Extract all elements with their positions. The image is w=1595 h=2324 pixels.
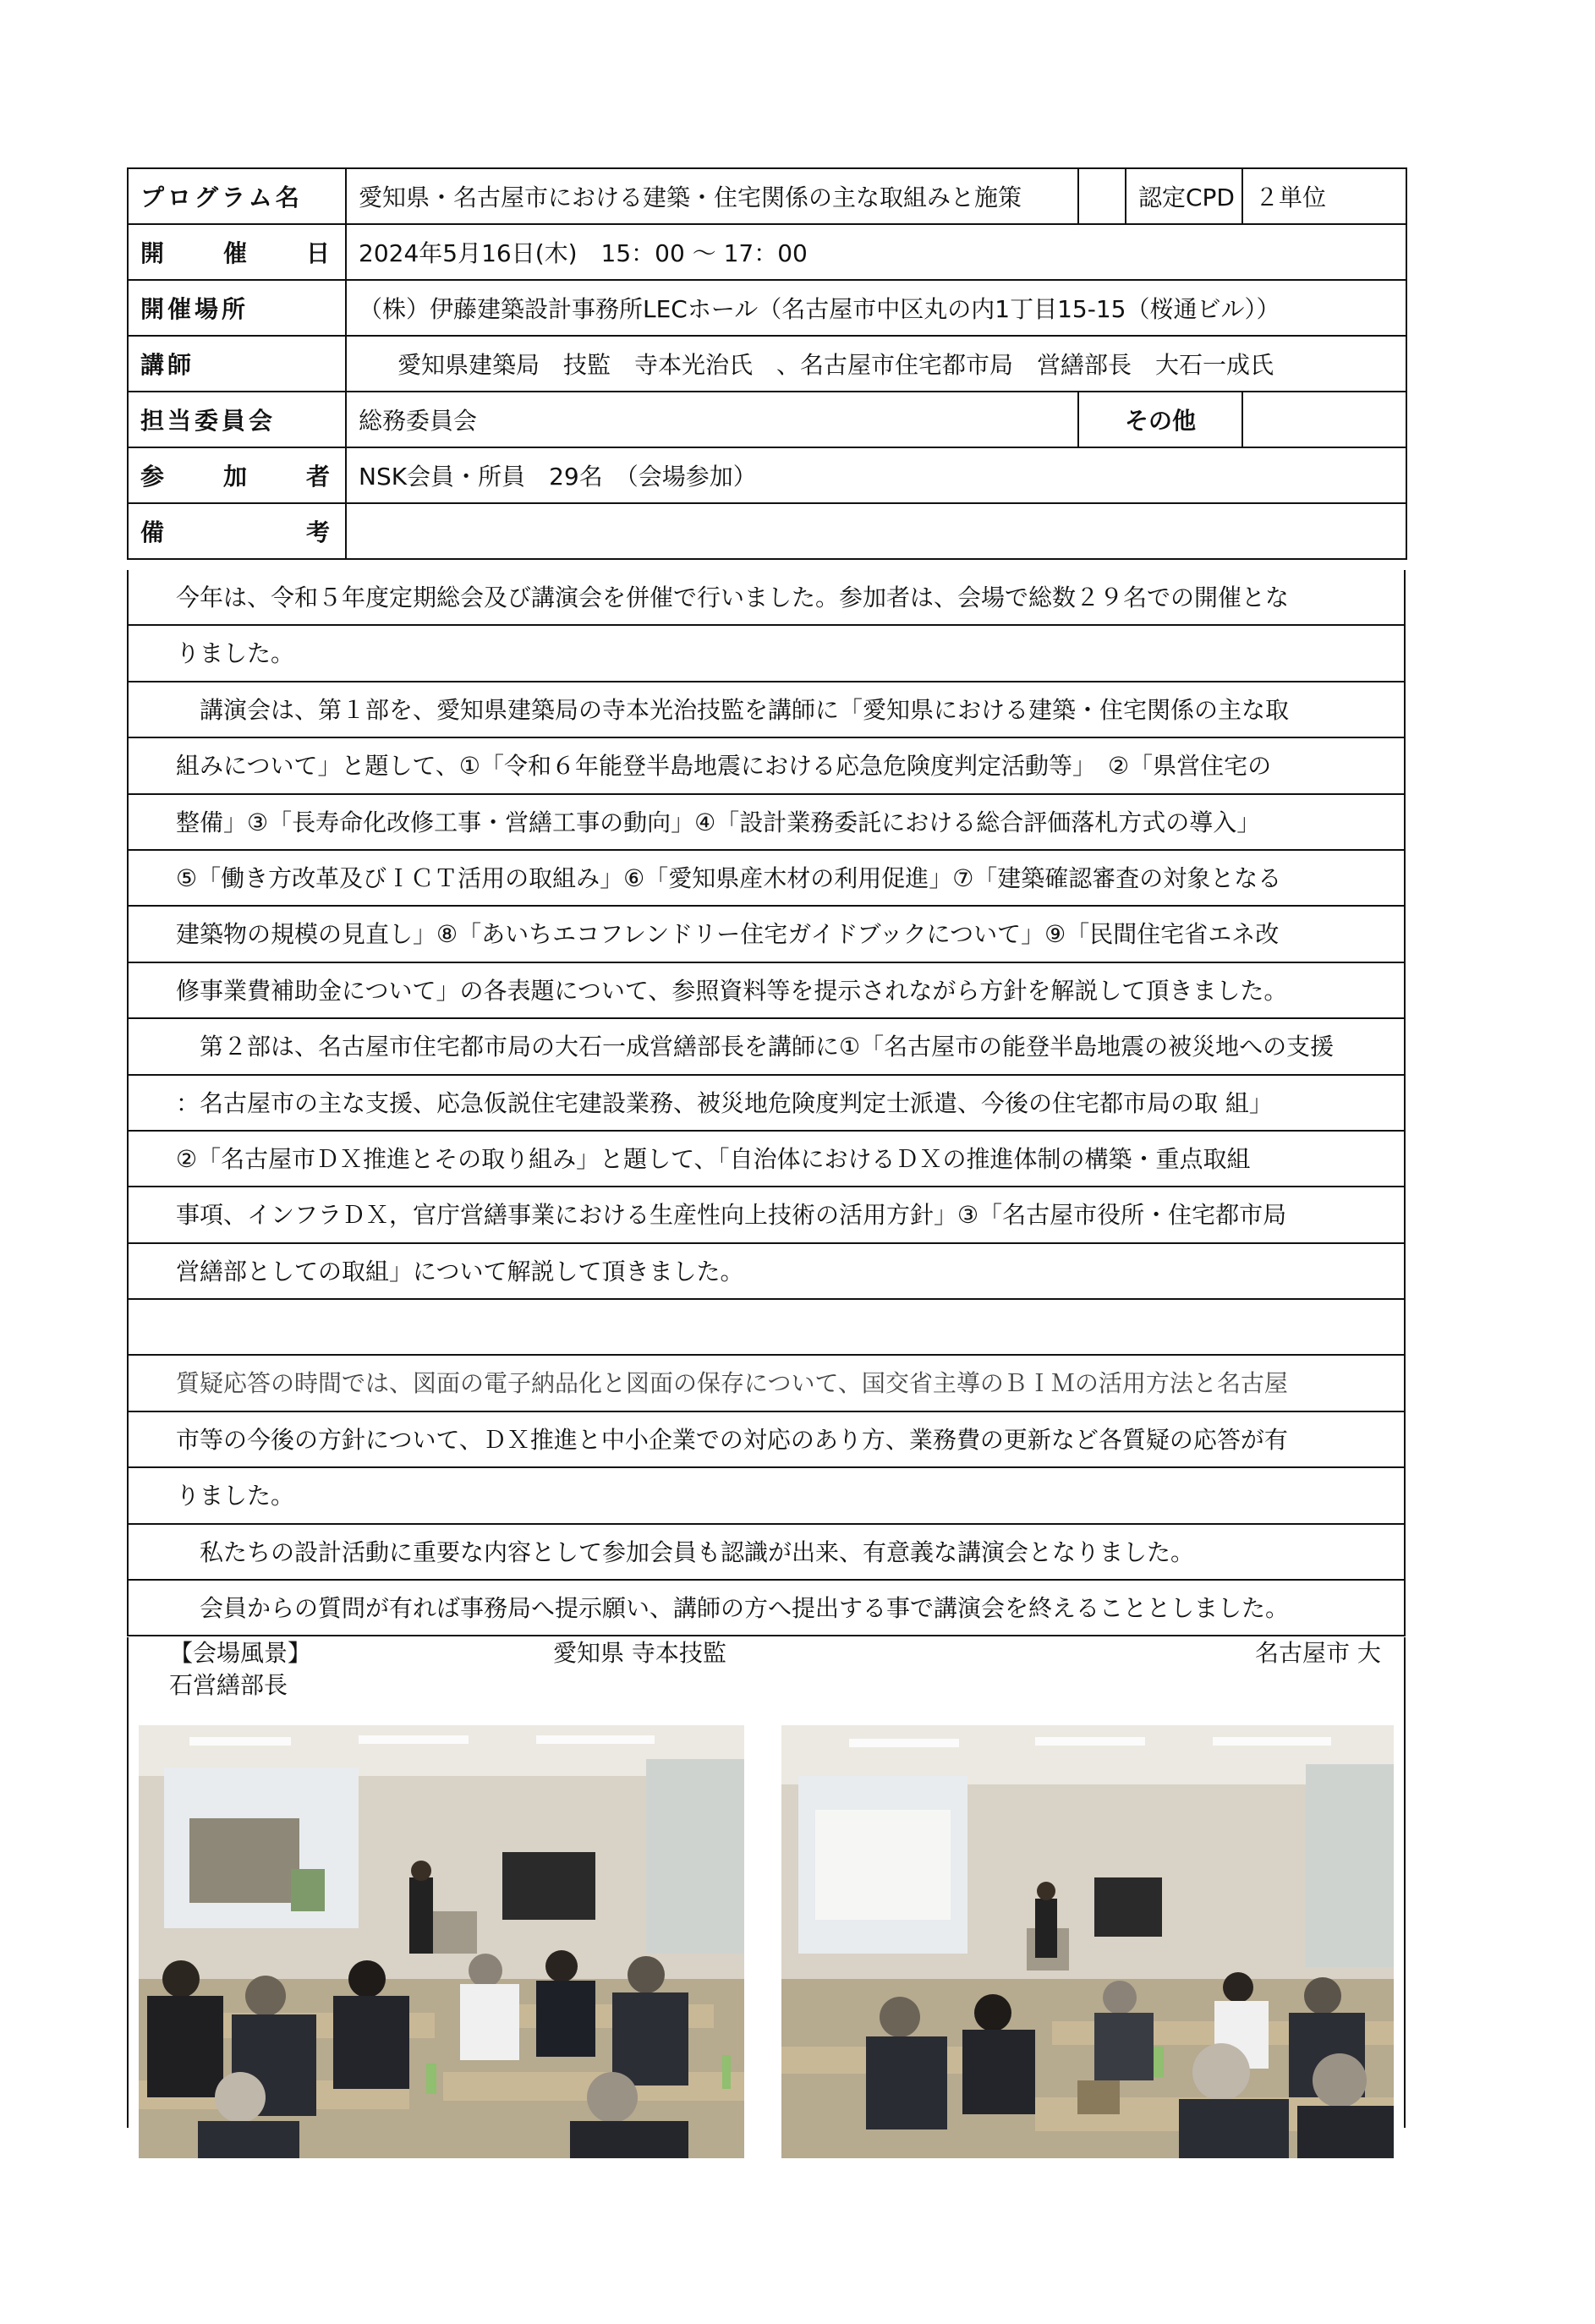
body-line: ：名古屋市の主な支援、応急仮説住宅建設業務、被災地危険度判定士派遣、今後の住宅都市局の取 組」	[127, 1076, 1406, 1132]
committee-label: 担当委員会	[128, 392, 346, 447]
venue-label: 開催場所	[128, 280, 346, 336]
program-value: 愛知県・名古屋市における建築・住宅関係の主な取組みと施策	[346, 168, 1078, 224]
date-label: 開 催 日	[128, 224, 346, 280]
other-label: その他	[1078, 392, 1242, 447]
venue-photo-right	[781, 1725, 1394, 2158]
remarks-value	[346, 503, 1406, 559]
remarks-row	[128, 503, 1406, 559]
body-line: 私たちの設計活動に重要な内容として参加会員も認識が出来、有意義な講演会となりました。	[127, 1525, 1406, 1581]
photo-frame-right-border	[1404, 1637, 1406, 2128]
right-photo-caption-continued: 石営繕部長	[169, 1671, 288, 1699]
participants-row	[128, 447, 1406, 503]
program-sheet	[127, 167, 1406, 560]
cpd-value: ２単位	[1242, 168, 1406, 224]
body-line: 整備」③「長寿命化改修工事・営繕工事の動向」④「設計業務委託における総合評価落札方式の導入」	[127, 795, 1406, 851]
body-line: 建築物の規模の見直し」⑧「あいちエコフレンドリー住宅ガイドブックについて」⑨「民間住宅省エネ改	[127, 907, 1406, 962]
venue-value: （株）伊藤建築設計事務所LECホール（名古屋市中区丸の内1丁目15-15（桜通ビル））	[346, 280, 1406, 336]
photo-frame-left-border	[127, 1637, 129, 2128]
report-body	[127, 570, 1406, 1636]
program-label: プログラム名	[128, 168, 346, 224]
remarks-label: 備 考	[128, 503, 346, 559]
photo-captions	[169, 1637, 1395, 1702]
body-line: 営繕部としての取組」について解説して頂きました。	[127, 1244, 1406, 1300]
program-spacer-cell	[1078, 168, 1126, 224]
participants-label: 参 加 者	[128, 447, 346, 503]
body-line: 今年は、令和５年度定期総会及び講演会を併催で行いました。参加者は、会場で総数２９名での開催とな	[127, 570, 1406, 626]
program-row	[128, 168, 1406, 224]
right-photo-caption: 名古屋市 大	[1255, 1639, 1381, 1667]
body-line: りました。	[127, 626, 1406, 682]
body-line: ②「名古屋市ＤＸ推進とその取り組み」と題して、「自治体におけるＤＸの推進体制の構築・重点取組	[127, 1132, 1406, 1187]
body-line: 市等の今後の方針について、ＤＸ推進と中小企業での対応のあり方、業務費の更新など各質疑の応答が有	[127, 1412, 1406, 1468]
venue-photo-left	[139, 1725, 744, 2158]
body-line: 講演会は、第１部を、愛知県建築局の寺本光治技監を講師に「愛知県における建築・住宅関係の主な取	[127, 682, 1406, 738]
participants-value: NSK会員・所員 29名 （会場参加）	[346, 447, 1406, 503]
committee-row	[128, 392, 1406, 447]
body-line: 修事業費補助金について」の各表題について、参照資料等を提示されながら方針を解説して頂きました。	[127, 963, 1406, 1019]
body-line	[127, 1300, 1406, 1356]
body-line: りました。	[127, 1468, 1406, 1524]
date-row	[128, 224, 1406, 280]
lecturer-row	[128, 336, 1406, 392]
body-line: ⑤「働き方改革及びＩＣＴ活用の取組み」⑥「愛知県産木材の利用促進」⑦「建築確認審査の対象となる	[127, 851, 1406, 907]
lecturer-value: 愛知県建築局 技監 寺本光治氏 、名古屋市住宅都市局 営繕部長 大石一成氏	[346, 336, 1406, 392]
body-line: 会員からの質問が有れば事務局へ提示願い、講師の方へ提出する事で講演会を終えることとしました。	[127, 1581, 1406, 1636]
lecture-hall-photo-right	[781, 1725, 1394, 2158]
committee-value: 総務委員会	[346, 392, 1078, 447]
body-line: 質疑応答の時間では、図面の電子納品化と図面の保存について、国交省主導のＢＩＭの活用方法と名古屋	[127, 1356, 1406, 1411]
program-info-table	[127, 167, 1407, 560]
date-value: 2024年5月16日(木) 15：00 〜 17：00	[346, 224, 1406, 280]
venue-row	[128, 280, 1406, 336]
body-line: 第２部は、名古屋市住宅都市局の大石一成営繕部長を講師に①「名古屋市の能登半島地震の被災地への支援	[127, 1019, 1406, 1075]
body-line: 事項、インフラＤＸ，官庁営繕事業における生産性向上技術の活用方針」③「名古屋市役所・住宅都市局	[127, 1187, 1406, 1243]
body-line: 組みについて」と題して、①「令和６年能登半島地震における応急危険度判定活動等」 ②「県営住宅の	[127, 738, 1406, 794]
lecturer-label: 講師	[128, 336, 346, 392]
lecture-hall-photo-left	[139, 1725, 744, 2158]
left-photo-caption: 愛知県 寺本技監	[553, 1639, 726, 1667]
cpd-label: 認定CPD	[1126, 168, 1242, 224]
other-value	[1242, 392, 1406, 447]
scene-caption: 【会場風景】	[169, 1639, 312, 1667]
